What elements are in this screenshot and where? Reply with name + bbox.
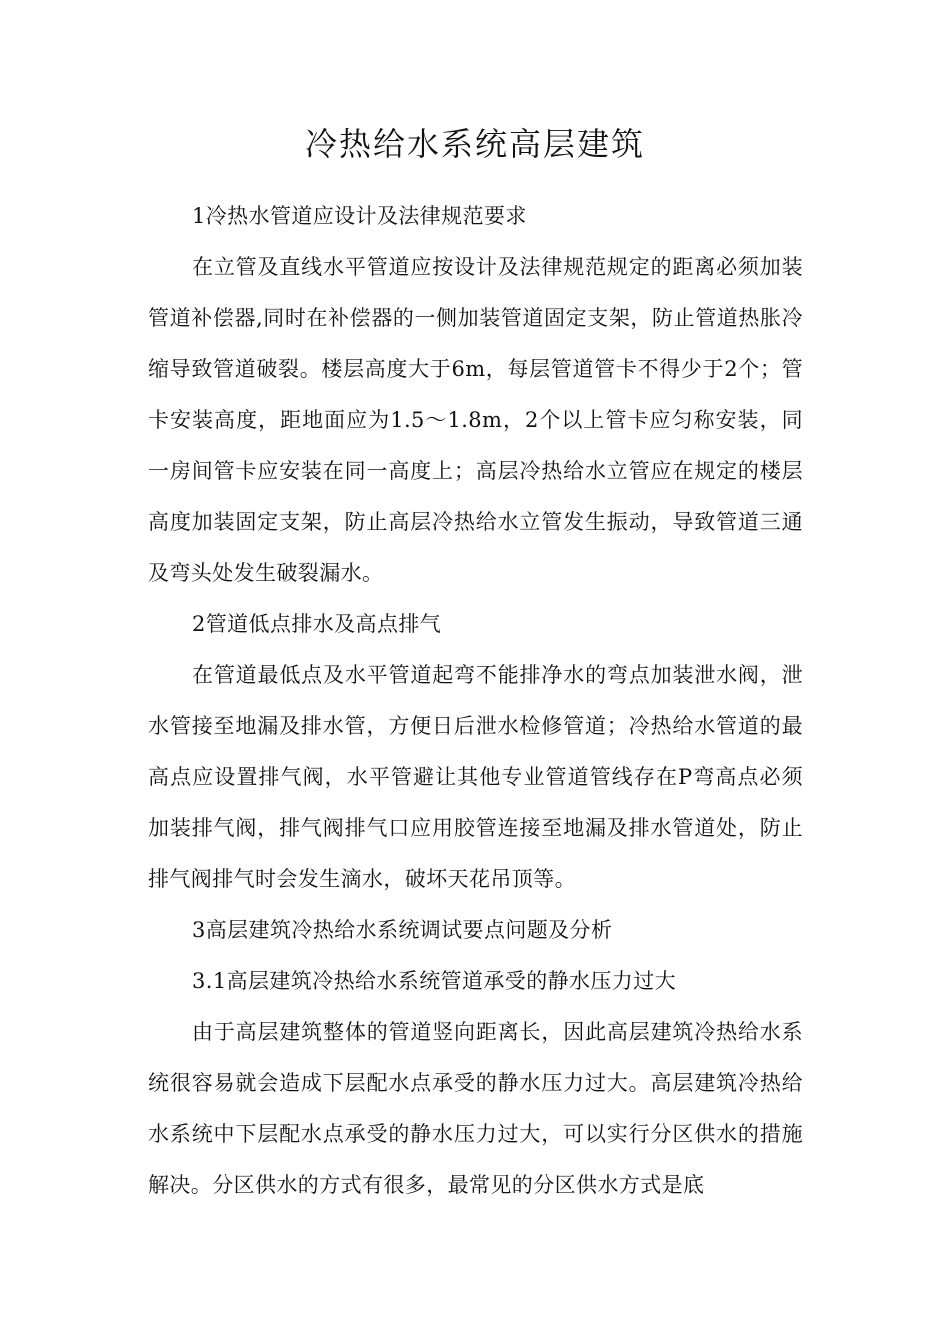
document-title: 冷热给水系统高层建筑 [304, 125, 645, 163]
section-heading: 3高层建筑冷热给水系统调试要点问题及分析 [192, 918, 613, 942]
paragraph: 在立管及直线水平管道应按设计及法律规范规定的距离必须加装管道补偿器,同时在补偿器的一侧加装管道固定支架，防止管道热胀冷缩导致管道破裂。楼层高度大于6m，每层管道管卡不得少于2个；管卡安装高度，距地面应为1.5～1.8m，2个以上管卡应匀称安装，同一房间管卡应安装在同一高度上；高层冷热给水立管应在规定的楼层高度加装固定支架，防止高层冷热给水立管发生振动，导致管道三通及弯头处发生破裂漏水。 [148, 255, 803, 585]
subsection-heading: 3.1高层建筑冷热给水系统管道承受的静水压力过大 [192, 969, 676, 993]
paragraph: 由于高层建筑整体的管道竖向距离长，因此高层建筑冷热给水系统很容易就会造成下层配水点承受的静水压力过大。高层建筑冷热给水系统中下层配水点承受的静水压力过大，可以实行分区供水的措施解决。分区供水的方式有很多，最常见的分区供水方式是底 [148, 1020, 803, 1197]
section-heading: 2管道低点排水及高点排气 [192, 612, 442, 636]
document-body [148, 191, 803, 1211]
paragraph: 在管道最低点及水平管道起弯不能排净水的弯点加装泄水阀，泄水管接至地漏及排水管，方便日后泄水检修管道；冷热给水管道的最高点应设置排气阀，水平管避让其他专业管道管线存在P弯高点必须加装排气阀，排气阀排气口应用胶管连接至地漏及排水管道处，防止排气阀排气时会发生滴水，破坏天花吊顶等。 [148, 663, 803, 891]
section-heading: 1冷热水管道应设计及法律规范要求 [192, 204, 527, 228]
